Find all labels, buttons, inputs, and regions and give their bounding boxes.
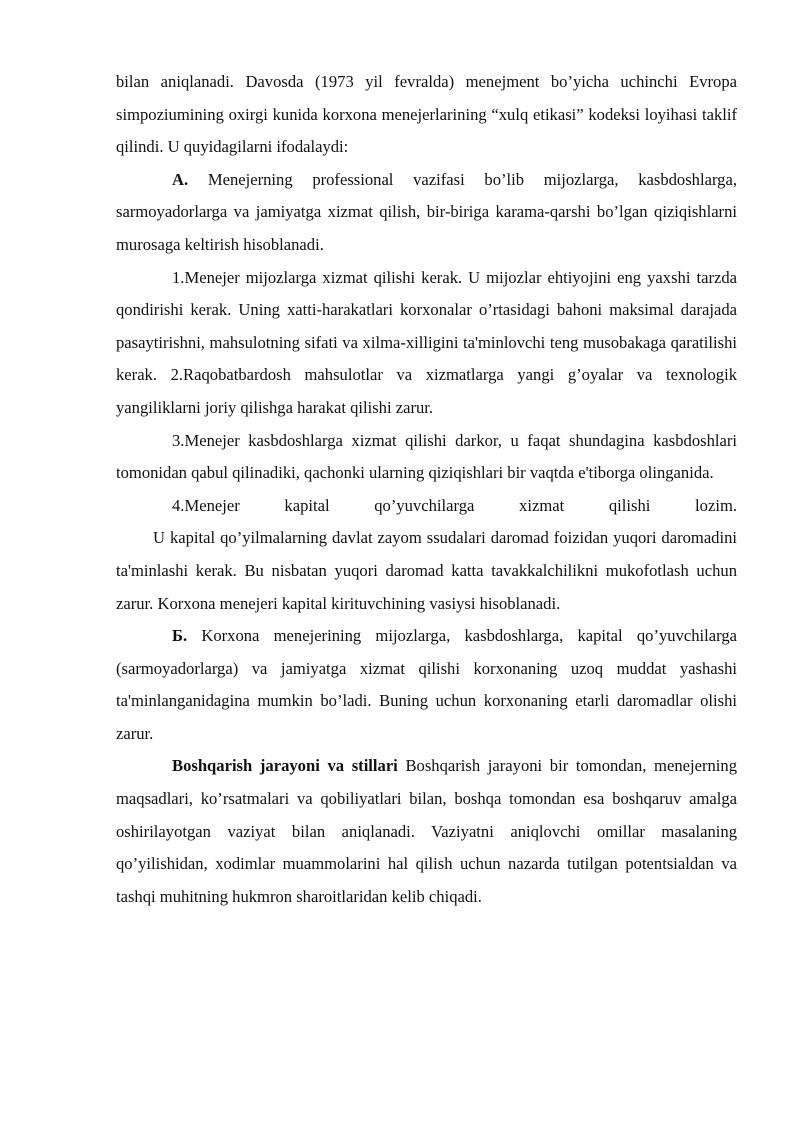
paragraph-text: 4.Menejer kapital qo’yuvchilarga xizmat qilishi lozim. bbox=[172, 495, 737, 515]
document-page bbox=[116, 66, 737, 913]
paragraph-intro bbox=[116, 66, 737, 164]
paragraph-text: 1.Menejer mijozlarga xizmat qilishi kerak. U mijozlar ehtiyojini eng yaxshi tarzda qondirishi kerak. Uning xatti-harakatlari korxonalar o’rtasidagi bahoni maksimal darajada pasaytirishni, mahsulotning sifati va xilma-xilligini ta'minlovchi teng musobakaga qaratilishi kerak. 2.Raqobatbardosh mahsulotlar va xizmatlarga yangi g’oyalar va texnologik yangiliklarni joriy qilishga harakat qilishi zarur. bbox=[116, 267, 737, 417]
paragraph-u bbox=[116, 522, 737, 620]
paragraph-text: Korxona menejerining mijozlarga, kasbdoshlarga, kapital qo’yuvchilarga (sarmoyadorlarga) va jamiyatga xizmat qilishi korxonaning uzoq muddat yashashi ta'minlanganidagina mumkin bo’ladi. Buning uchun korxonaning etarli daromadlar olishi zarur. bbox=[116, 626, 737, 743]
paragraph-text: 3.Menejer kasbdoshlarga xizmat qilishi darkor, u faqat shundagina kasbdoshlari tomonidan qabul qilinadiki, qachonki ularning qiziqishlari bir vaqtda e'tiborga olinganida. bbox=[116, 430, 737, 483]
paragraph-3 bbox=[116, 425, 737, 490]
paragraph-lead: Б. bbox=[172, 626, 188, 646]
paragraph-4 bbox=[116, 490, 737, 523]
paragraph-b bbox=[116, 620, 737, 750]
paragraph-text: U kapital qo’yilmalarning davlat zayom ssudalari daromad foizidan yuqori daromadini ta'minlashi kerak. Bu nisbatan yuqori daromad katta tavakkalchilikni mukofotlash uchun zarur. Korxona menejeri kapital kirituvchining vasiysi hisoblanadi. bbox=[116, 528, 737, 613]
paragraph-a bbox=[116, 164, 737, 262]
paragraph-lead: A. bbox=[172, 169, 189, 189]
paragraph-text: Menejerning professional vazifasi bo’lib mijozlarga, kasbdoshlarga, sarmoyadorlarga va jamiyatga xizmat qilish, bir-biriga karama-qarshi bo’lgan qiziqishlarni murosaga keltirish hisoblanadi. bbox=[116, 169, 737, 254]
paragraph-boshqarish bbox=[116, 750, 737, 913]
section-heading: Boshqarish jarayoni va stillari bbox=[172, 756, 398, 776]
paragraph-text: Boshqarish jarayoni bir tomondan, menejerning maqsadlari, ko’rsatmalari va qobiliyatlari bilan, boshqa tomondan esa boshqaruv amalga oshirilayotgan vaziyat bilan aniqlanadi. Vaziyatni aniqlovchi omillar masalaning qo’yilishidan, xodimlar muammolarini hal qilish uchun nazarda tutilgan potentsialdan va tashqi muhitning hukmron sharoitlaridan kelib chiqadi. bbox=[116, 756, 737, 906]
paragraph-1 bbox=[116, 262, 737, 425]
paragraph-text: bilan aniqlanadi. Davosda (1973 yil fevralda) menejment bo’yicha uchinchi Evropa simpoziumining oxirgi kunida korxona menejerlarining “xulq etikasi” kodeksi loyihasi taklif qilindi. U quyidagilarni ifodalaydi: bbox=[116, 72, 737, 157]
